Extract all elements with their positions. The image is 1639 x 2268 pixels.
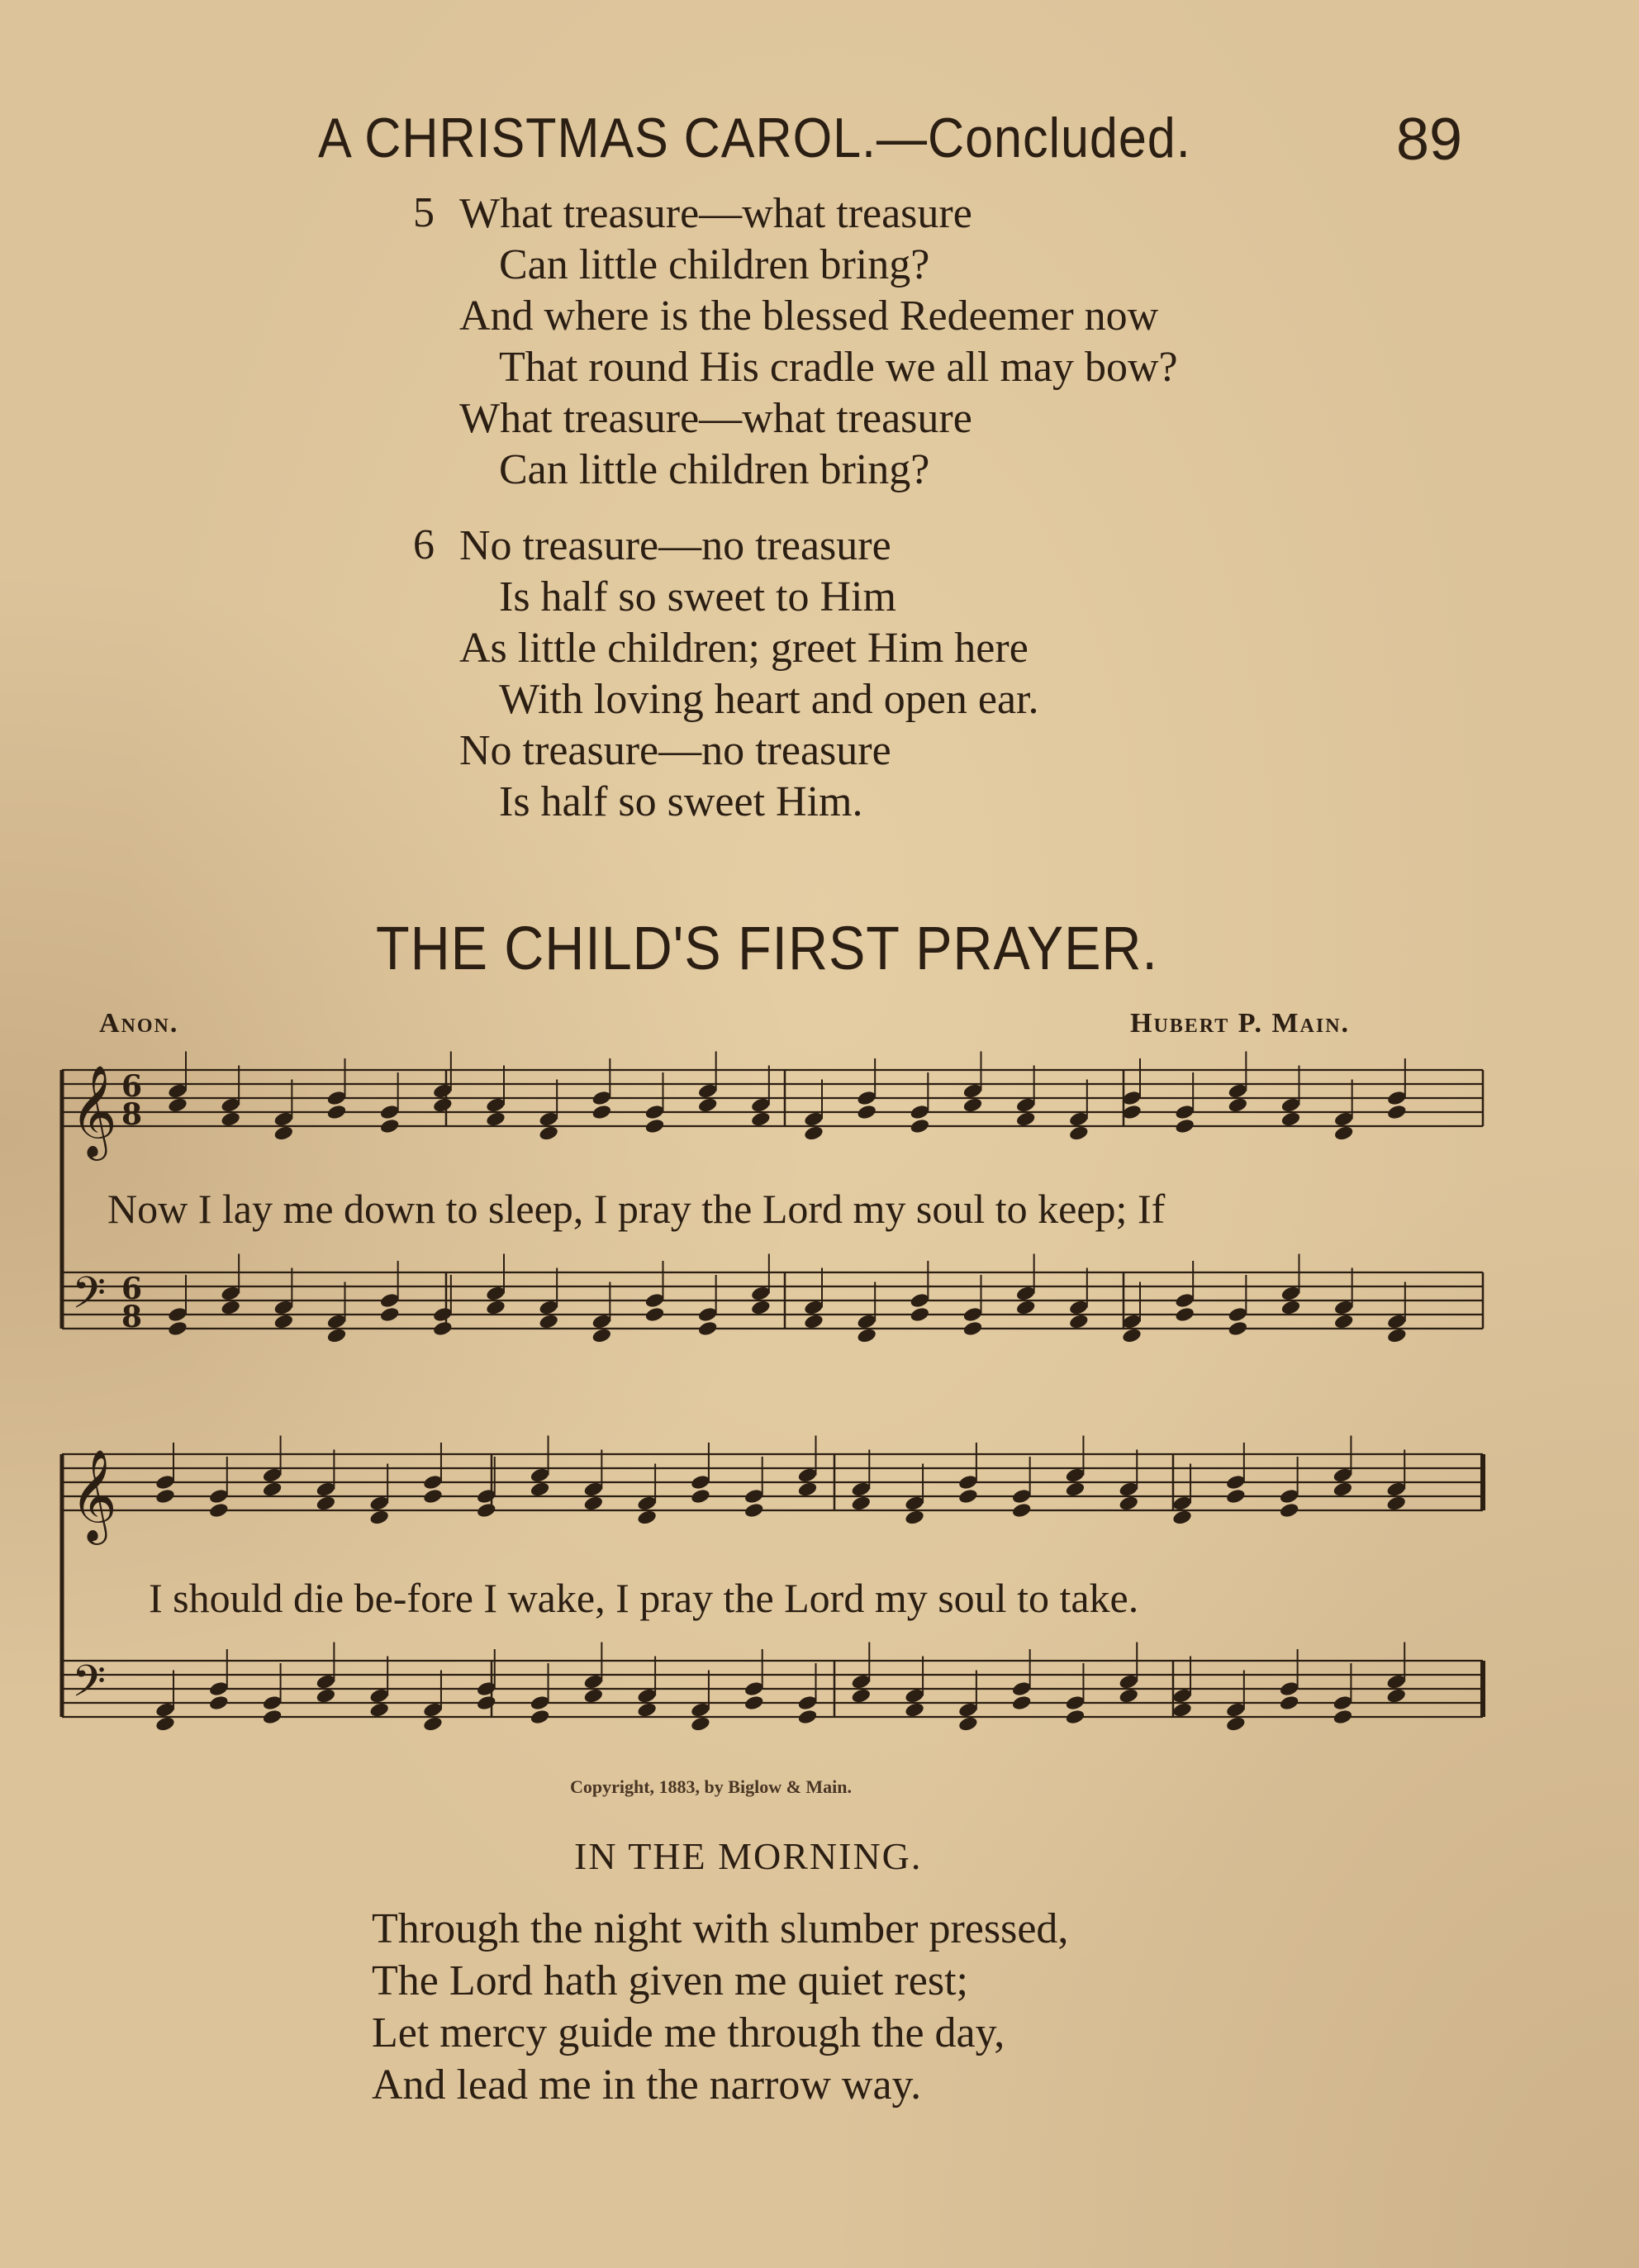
note-head [368,1495,389,1512]
note-head [957,1474,978,1491]
note-head [316,1687,336,1705]
verse-line: With loving heart and open ear. [499,676,1039,723]
note-head [690,1474,710,1491]
note-head [591,1090,612,1107]
note-head [697,1082,718,1100]
note-head [644,1306,665,1324]
note-head [476,1681,496,1698]
note-head [962,1082,983,1100]
verse-line: What treasure—what treasure [459,190,972,237]
note-head [1119,1481,1139,1498]
note-head [856,1104,877,1121]
note-head [1171,1687,1192,1705]
note-head [1068,1313,1089,1330]
note-head [1333,1709,1353,1726]
note-head [208,1681,229,1698]
note-head [379,1292,400,1310]
note-head [1174,1104,1195,1121]
note-head [273,1299,294,1316]
running-title: A CHRISTMAS CAROL.—Concluded. [318,107,1191,169]
note-head [1011,1488,1032,1505]
note-head [316,1673,336,1690]
note-head [1385,1481,1406,1498]
note-head [1333,1110,1354,1128]
note-head [485,1285,506,1302]
note-head [208,1488,229,1505]
note-head [1280,1285,1301,1302]
note-head [432,1096,453,1114]
note-head [1171,1701,1192,1719]
note-head [803,1110,824,1128]
note-head [1280,1096,1301,1114]
note-head [208,1695,229,1712]
note-head [530,1695,550,1712]
note-head [803,1313,824,1330]
note-head [368,1687,389,1705]
note-head [1228,1306,1248,1324]
note-head [1015,1285,1036,1302]
bass-clef: 𝄢 [72,1657,107,1718]
note-head [368,1509,389,1526]
note-head [697,1320,718,1338]
note-head [1068,1110,1089,1128]
note-head [851,1495,872,1512]
note-head [1228,1096,1248,1114]
note-head [1174,1118,1195,1135]
note-head [154,1715,175,1733]
note-head [583,1481,604,1498]
note-head [432,1082,453,1100]
note-head [644,1118,665,1135]
verse-line: No treasure—no treasure [459,522,891,569]
copyright-notice: Copyright, 1883, by Biglow & Main. [570,1776,853,1797]
note-head [422,1474,443,1491]
note-head [962,1320,983,1338]
verse-line: That round His cradle we all may bow? [499,344,1178,391]
verse-line: As little children; greet Him here [459,625,1029,672]
note-head [644,1292,665,1310]
note-head [1386,1327,1407,1344]
note-head [957,1715,978,1733]
note-head [1333,1695,1353,1712]
note-head [1333,1124,1354,1142]
verse-line: What treasure—what treasure [459,395,972,442]
note-head [379,1104,400,1121]
time-signature: 8 [121,1097,143,1132]
treble-clef: 𝄞 [70,1064,117,1157]
note-head [154,1488,175,1505]
note-head [422,1715,443,1733]
note-head [1279,1502,1299,1519]
note-head [690,1715,710,1733]
note-head [591,1313,612,1330]
note-head [743,1681,764,1698]
note-head [904,1495,924,1512]
note-head [1065,1481,1086,1498]
verse-line: And where is the blessed Redeemer now [459,292,1159,340]
note-head [1119,1673,1139,1690]
note-head [530,1709,550,1726]
note-head [904,1509,924,1526]
note-head [316,1495,336,1512]
note-head [1171,1509,1192,1526]
note-head [910,1104,930,1121]
note-head [1225,1474,1246,1491]
note-head [530,1467,550,1484]
time-signature: 6 [121,1272,143,1306]
note-head [538,1110,558,1128]
note-head [750,1096,771,1114]
note-head [262,1709,283,1726]
note-head [803,1299,824,1316]
note-head [797,1709,818,1726]
note-head [697,1096,718,1114]
morning-line: The Lord hath given me quiet rest; [372,1957,969,2004]
note-head [750,1285,771,1302]
verse-number: 5 [413,189,435,236]
note-head [476,1488,496,1505]
note-head [1333,1481,1353,1498]
time-signature: 6 [121,1069,143,1104]
note-head [962,1096,983,1114]
note-head [1015,1110,1036,1128]
note-head [1228,1320,1248,1338]
note-head [485,1110,506,1128]
note-head [538,1299,558,1316]
note-head [910,1292,930,1310]
note-head [1011,1681,1032,1698]
note-head [262,1467,283,1484]
note-head [432,1306,453,1324]
note-head [538,1124,558,1142]
words-attribution: Anon. [99,1008,179,1039]
bass-clef: 𝄢 [72,1268,107,1329]
note-head [485,1299,506,1316]
note-head [797,1695,818,1712]
note-head [743,1695,764,1712]
note-head [273,1313,294,1330]
note-head [636,1495,657,1512]
verse-line: Is half so sweet Him. [499,778,863,825]
note-head [1386,1104,1407,1121]
note-head [1225,1701,1246,1719]
morning-line: And lead me in the narrow way. [372,2061,922,2109]
note-head [220,1299,240,1316]
note-head [422,1701,443,1719]
note-head [167,1320,188,1338]
music-attribution: Hubert P. Main. [1130,1008,1351,1039]
note-head [1174,1292,1195,1310]
morning-title: IN THE MORNING. [574,1835,923,1877]
note-head [167,1306,188,1324]
note-head [154,1701,175,1719]
hymn-title: THE CHILD'S FIRST PRAYER. [376,914,1158,982]
note-head [644,1104,665,1121]
verse-number: 6 [413,521,435,568]
page-number: 89 [1396,107,1463,173]
note-head [1171,1495,1192,1512]
time-signature: 8 [121,1300,143,1334]
note-head [1065,1709,1086,1726]
note-head [1119,1495,1139,1512]
note-head [262,1481,283,1498]
note-head [1065,1467,1086,1484]
note-head [220,1096,240,1114]
note-head [1386,1313,1407,1330]
note-head [326,1090,347,1107]
note-head [636,1701,657,1719]
note-head [1011,1502,1032,1519]
verse-line: Can little children bring? [499,241,930,288]
note-head [591,1327,612,1344]
note-head [1015,1096,1036,1114]
note-head [273,1110,294,1128]
note-head [167,1082,188,1100]
note-head [750,1110,771,1128]
note-head [1279,1681,1299,1698]
note-head [167,1096,188,1114]
note-head [538,1313,558,1330]
note-head [743,1502,764,1519]
note-head [326,1104,347,1121]
note-head [1228,1082,1248,1100]
note-head [851,1673,872,1690]
note-head [750,1299,771,1316]
note-head [1121,1327,1142,1344]
note-head [379,1306,400,1324]
note-head [1385,1687,1406,1705]
note-head [636,1687,657,1705]
note-head [583,1673,604,1690]
note-head [583,1495,604,1512]
note-head [273,1124,294,1142]
note-head [1225,1715,1246,1733]
note-head [422,1488,443,1505]
morning-line: Let mercy guide me through the day, [372,2009,1005,2056]
note-head [1119,1687,1139,1705]
note-head [476,1695,496,1712]
note-head [1279,1488,1299,1505]
note-head [485,1096,506,1114]
note-head [1068,1299,1089,1316]
note-head [797,1467,818,1484]
note-head [1385,1495,1406,1512]
note-head [326,1327,347,1344]
note-head [851,1481,872,1498]
note-head [1015,1299,1036,1316]
verse-line: Is half so sweet to Him [499,573,896,620]
note-head [1174,1306,1195,1324]
hymn-lyrics-line-1: Now I lay me down to sleep, I pray the Lord my soul to keep; If [107,1186,1166,1232]
note-head [690,1701,710,1719]
note-head [432,1320,453,1338]
note-head [904,1701,924,1719]
note-head [957,1488,978,1505]
note-head [743,1488,764,1505]
note-head [1280,1110,1301,1128]
note-head [1386,1090,1407,1107]
note-head [154,1474,175,1491]
note-head [910,1118,930,1135]
note-head [591,1104,612,1121]
note-head [910,1306,930,1324]
note-head [803,1124,824,1142]
verse-line: Can little children bring? [499,446,930,493]
verse-line: No treasure—no treasure [459,727,891,774]
note-head [856,1327,877,1344]
note-head [962,1306,983,1324]
treble-clef: 𝄞 [70,1448,117,1541]
note-head [851,1687,872,1705]
note-head [904,1687,924,1705]
hymn-lyrics-line-2: I should die be-fore I wake, I pray the Lord my soul to take. [149,1575,1139,1621]
note-head [1385,1673,1406,1690]
note-head [690,1488,710,1505]
note-head [530,1481,550,1498]
note-head [1279,1695,1299,1712]
note-head [1333,1467,1353,1484]
note-head [636,1509,657,1526]
note-head [1333,1313,1354,1330]
note-head [316,1481,336,1498]
note-head [1280,1299,1301,1316]
note-head [208,1502,229,1519]
note-head [326,1313,347,1330]
note-head [1011,1695,1032,1712]
note-head [697,1306,718,1324]
note-head [1068,1124,1089,1142]
note-head [856,1090,877,1107]
note-head [1333,1299,1354,1316]
note-head [379,1118,400,1135]
note-head [220,1285,240,1302]
note-head [583,1687,604,1705]
note-head [262,1695,283,1712]
note-head [1225,1488,1246,1505]
note-head [856,1313,877,1330]
note-head [220,1110,240,1128]
note-head [368,1701,389,1719]
note-head [957,1701,978,1719]
note-head [476,1502,496,1519]
note-head [1065,1695,1086,1712]
morning-line: Through the night with slumber pressed, [372,1905,1069,1952]
note-head [797,1481,818,1498]
